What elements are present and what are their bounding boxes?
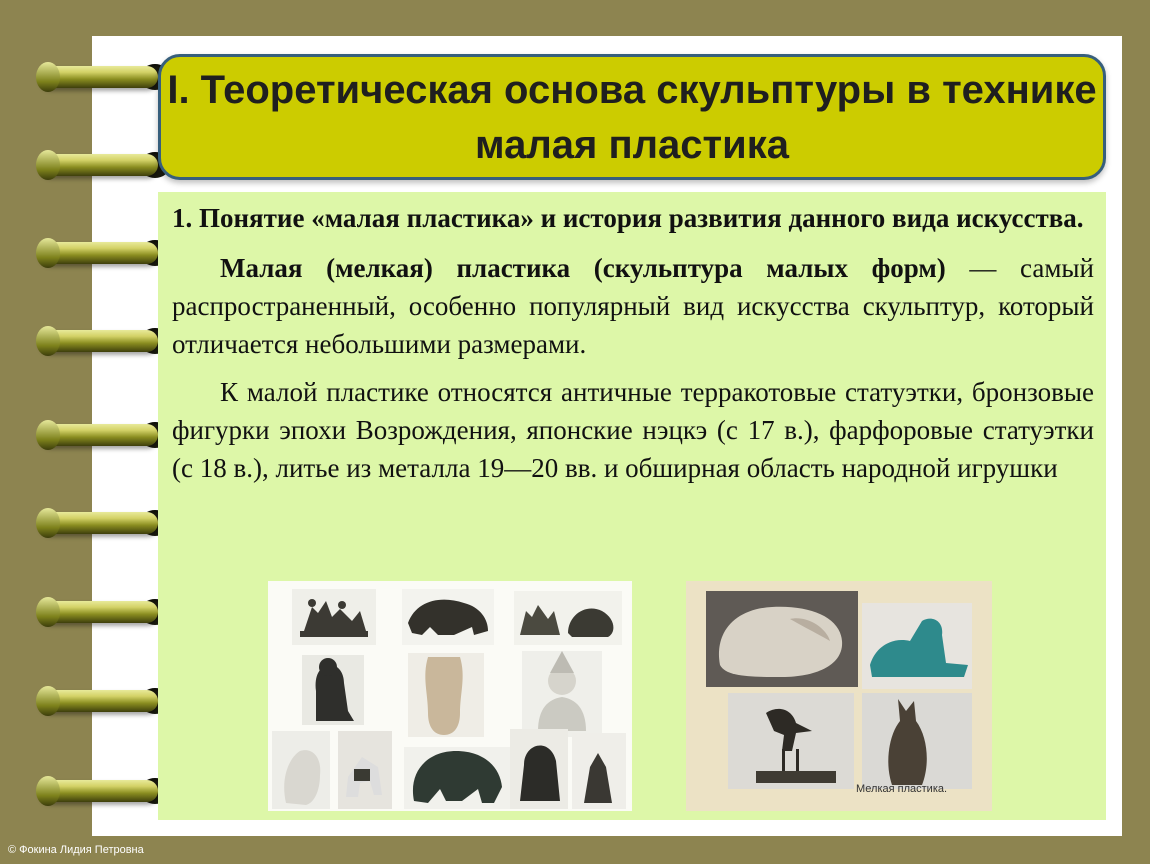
binder-ring-icon <box>40 508 152 538</box>
footer-credit: © Фокина Лидия Петровна <box>8 844 144 856</box>
examples-paragraph: К малой пластике относятся античные терракотовые статуэтки, бронзовые фигурки эпохи Возрождения, японские нэцкэ (с 17 в.), фарфоровые статуэтки (с 18 в.), литье из металла 19—20 вв. и обширная область народной игрушки <box>172 377 1094 483</box>
slide-title: I. Теоретическая основа скульптуры в технике малая пластика <box>167 68 1097 167</box>
sculpture-collage-left <box>268 581 632 811</box>
binder-ring-icon <box>40 238 152 268</box>
binder-ring-icon <box>40 150 152 180</box>
binder-ring-icon <box>40 62 152 92</box>
binder-ring-icon <box>40 326 152 356</box>
sculpture-collage-left-image <box>268 581 632 811</box>
definition-text: — самый распространенный, особенно популярный вид искусства скульптур, который отличается небольшими размерами. <box>172 253 1094 359</box>
binder-ring-icon <box>40 597 152 627</box>
title-box <box>158 54 1106 180</box>
binder-ring-icon <box>40 776 152 806</box>
text-area <box>172 202 1094 487</box>
definition-paragraph <box>172 249 1094 363</box>
sculpture-collage-right <box>686 581 992 811</box>
sculpture-collage-right-image <box>686 581 992 811</box>
definition-term: Малая (мелкая) пластика (скульптура малых форм) <box>220 253 946 283</box>
binder-ring-icon <box>40 420 152 450</box>
section-heading: 1. Понятие «малая пластика» и история развития данного вида искусства. <box>172 203 1084 233</box>
image-caption: Мелкая пластика. <box>856 783 948 795</box>
binder-ring-icon <box>40 686 152 716</box>
